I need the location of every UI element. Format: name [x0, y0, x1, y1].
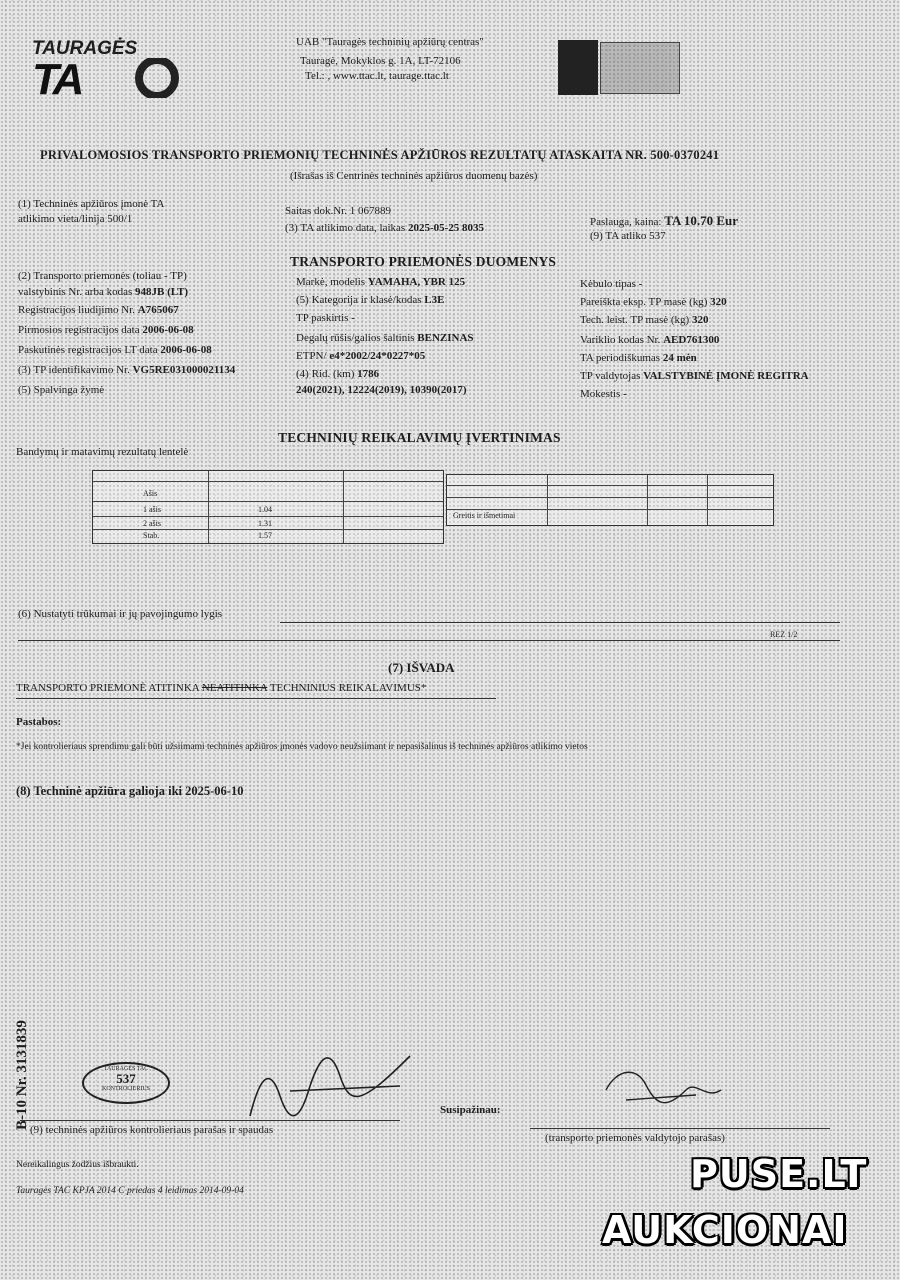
- inspector-signature-icon: [230, 1036, 420, 1126]
- right-field-1: Pareiškta eksp. TP masė (kg) 320: [580, 296, 727, 308]
- defects-suffix: REZ 1/2: [770, 630, 798, 639]
- right-field-2: Tech. leist. TP masė (kg) 320: [580, 314, 709, 326]
- company-address: Tauragė, Mokyklos g. 1A, LT-72106: [300, 55, 461, 67]
- validity: [16, 784, 243, 799]
- form-no: [285, 205, 391, 217]
- brake-val-2: 1.31: [258, 519, 272, 528]
- conclusion-text: [16, 682, 426, 694]
- stamp-number: 537: [116, 1071, 136, 1086]
- conclusion-prefix: TRANSPORTO PRIEMONĖ: [16, 682, 147, 694]
- emissions-table: [446, 474, 774, 526]
- validity-date: 2025-06-10: [185, 784, 244, 798]
- inspection-time-label: (3) TA atlikimo data, laikas: [285, 222, 406, 234]
- company-contacts: Tel.: , www.ttac.lt, taurage.ttac.lt: [305, 70, 449, 82]
- logo-swoosh-icon: [112, 58, 192, 98]
- brake-row-2: 2 ašis: [143, 519, 161, 528]
- inspector-signature-line: [20, 1120, 400, 1121]
- left-field-3: Pirmosios registracijos data 2006-06-08: [18, 324, 194, 336]
- form-no-value: 1 067889: [349, 205, 392, 217]
- company-logo: [32, 38, 138, 104]
- footer-line2: Tauragės TAC KPJA 2014 C priedas 4 leidimas 2014-09-04: [16, 1186, 244, 1196]
- price-value: TA 10.70 Eur: [664, 213, 739, 228]
- inspection-time: [285, 222, 484, 234]
- mid-field-3: Degalų rūšis/galios šaltinis BENZINAS: [296, 332, 474, 344]
- logo-letters: TA: [32, 55, 82, 104]
- owner-signature-icon: [596, 1060, 726, 1120]
- left-field-1: valstybinis Nr. arba kodas 948JB (LT): [18, 286, 189, 298]
- conclusion-header: (7) IŠVADA: [388, 660, 455, 675]
- report-subtitle: (Išrašas iš Centrinės techninės apžiūros duomenų bazės): [290, 170, 538, 182]
- validity-label: (8) Techninė apžiūra galioja iki: [16, 784, 182, 798]
- right-field-3: Variklio kodas Nr. AED761300: [580, 334, 720, 346]
- emissions-row: Greitis ir išmetimai: [453, 511, 516, 520]
- mid-field-1: (5) Kategorija ir klasė/kodas L3E: [296, 294, 445, 306]
- mid-field-6: 240(2021), 12224(2019), 10390(2017): [296, 384, 467, 396]
- accreditation-mark: [558, 40, 598, 95]
- inspector-count-label: (9) TA atliko: [590, 230, 647, 242]
- owner-caption: (transporto priemonės valdytojo parašas): [545, 1132, 725, 1144]
- mid-field-4: ETPN/ e4*2002/24*0227*05: [296, 350, 426, 362]
- station-line1: (1) Techninės apžiūros įmonė TA: [18, 198, 165, 210]
- assessment-header: TECHNINIŲ REIKALAVIMŲ ĮVERTINIMAS: [278, 430, 561, 445]
- company-name: UAB "Tauragės techninių apžiūrų centras": [296, 36, 484, 48]
- mid-field-5: (4) Rid. (km) 1786: [296, 368, 380, 380]
- mid-field-0: Markė, modelis YAMAHA, YBR 125: [296, 276, 466, 288]
- footer-line1: Nereikalingus žodžius išbraukti.: [16, 1160, 139, 1170]
- brake-row-3: Stab.: [143, 531, 160, 540]
- left-field-4: Paskutinės registracijos LT data 2006-06-08: [18, 344, 212, 356]
- stamp-bottom: KONTROLIERIUS: [102, 1086, 150, 1092]
- left-field-2: Registracijos liudijimo Nr. A765067: [18, 304, 179, 316]
- left-field-6: (5) Spalvinga žymė: [18, 384, 105, 396]
- brake-val-1: 1.04: [258, 505, 272, 514]
- brake-row-1: 1 ašis: [143, 505, 161, 514]
- stamp-top: TAURAGĖS TAC: [103, 1066, 149, 1072]
- defects-line-2: [18, 640, 840, 641]
- right-field-6: Mokestis -: [580, 388, 627, 400]
- brake-table: [92, 470, 444, 544]
- price: [590, 213, 738, 229]
- inspector-count-value: 537: [649, 230, 666, 242]
- assessment-intro: Bandymų ir matavimų rezultatų lentelė: [16, 446, 189, 458]
- notes-label: Pastabos:: [16, 716, 62, 728]
- price-label: Paslauga, kaina:: [590, 216, 662, 228]
- brake-val-3: 1.57: [258, 531, 272, 540]
- side-serial: B-10 Nr. 3131839: [14, 1020, 30, 1130]
- ack-label: Susipažinau:: [440, 1104, 501, 1116]
- left-field-0: (2) Transporto priemonės (toliau - TP): [18, 270, 187, 282]
- form-no-label: Saitas dok.Nr.: [285, 205, 348, 217]
- station-line2: atlikimo vieta/linija 500/1: [18, 213, 133, 225]
- inspector-stamp: [82, 1062, 170, 1104]
- conclusion-suffix: TECHNINIUS REIKALAVIMUS*: [269, 682, 427, 694]
- right-field-5: TP valdytojas VALSTYBINĖ ĮMONĖ REGITRA: [580, 370, 809, 382]
- notes-text: *Jei kontrolieriaus sprendimu gali būti užsiimami techninės apžiūros įmonės vadovo neužsiimant ir nepasišalinus iš techninės apžiūros atlikimo vietos: [16, 742, 588, 752]
- right-field-0: Kėbulo tipas -: [580, 278, 643, 290]
- mid-field-2: TP paskirtis -: [296, 312, 355, 324]
- defects-label: (6) Nustatyti trūkumai ir jų pavojingumo lygis: [18, 608, 223, 620]
- inspection-time-value: 2025-05-25 8035: [407, 222, 485, 234]
- report-title: PRIVALOMOSIOS TRANSPORTO PRIEMONIŲ TECHNINĖS APŽIŪROS REZULTATŲ ATASKAITA NR. 500-0370241: [40, 148, 720, 162]
- logo-text: TAURAGĖS: [32, 38, 138, 59]
- inspector-count: [590, 230, 666, 242]
- brake-row-0: Ašis: [143, 489, 158, 498]
- owner-signature-line: [530, 1128, 830, 1129]
- left-field-5: (3) TP identifikavimo Nr. VG5RE031000021134: [18, 364, 236, 376]
- watermark-line1: PUSE.LT: [690, 1152, 868, 1196]
- defects-line: [280, 622, 840, 623]
- accreditation-box: [600, 42, 680, 94]
- vehicle-section-header: TRANSPORTO PRIEMONĖS DUOMENYS: [290, 254, 557, 269]
- conclusion-ok: ATITINKA: [148, 682, 200, 694]
- inspector-caption: (9) techninės apžiūros kontrolieriaus parašas ir spaudas: [30, 1124, 274, 1136]
- conclusion-underline: [16, 698, 496, 699]
- right-field-4: TA periodiškumas 24 mėn: [580, 352, 697, 364]
- watermark-line2: AUKCIONAI: [602, 1208, 848, 1252]
- conclusion-struck: NEATITINKA: [201, 682, 268, 694]
